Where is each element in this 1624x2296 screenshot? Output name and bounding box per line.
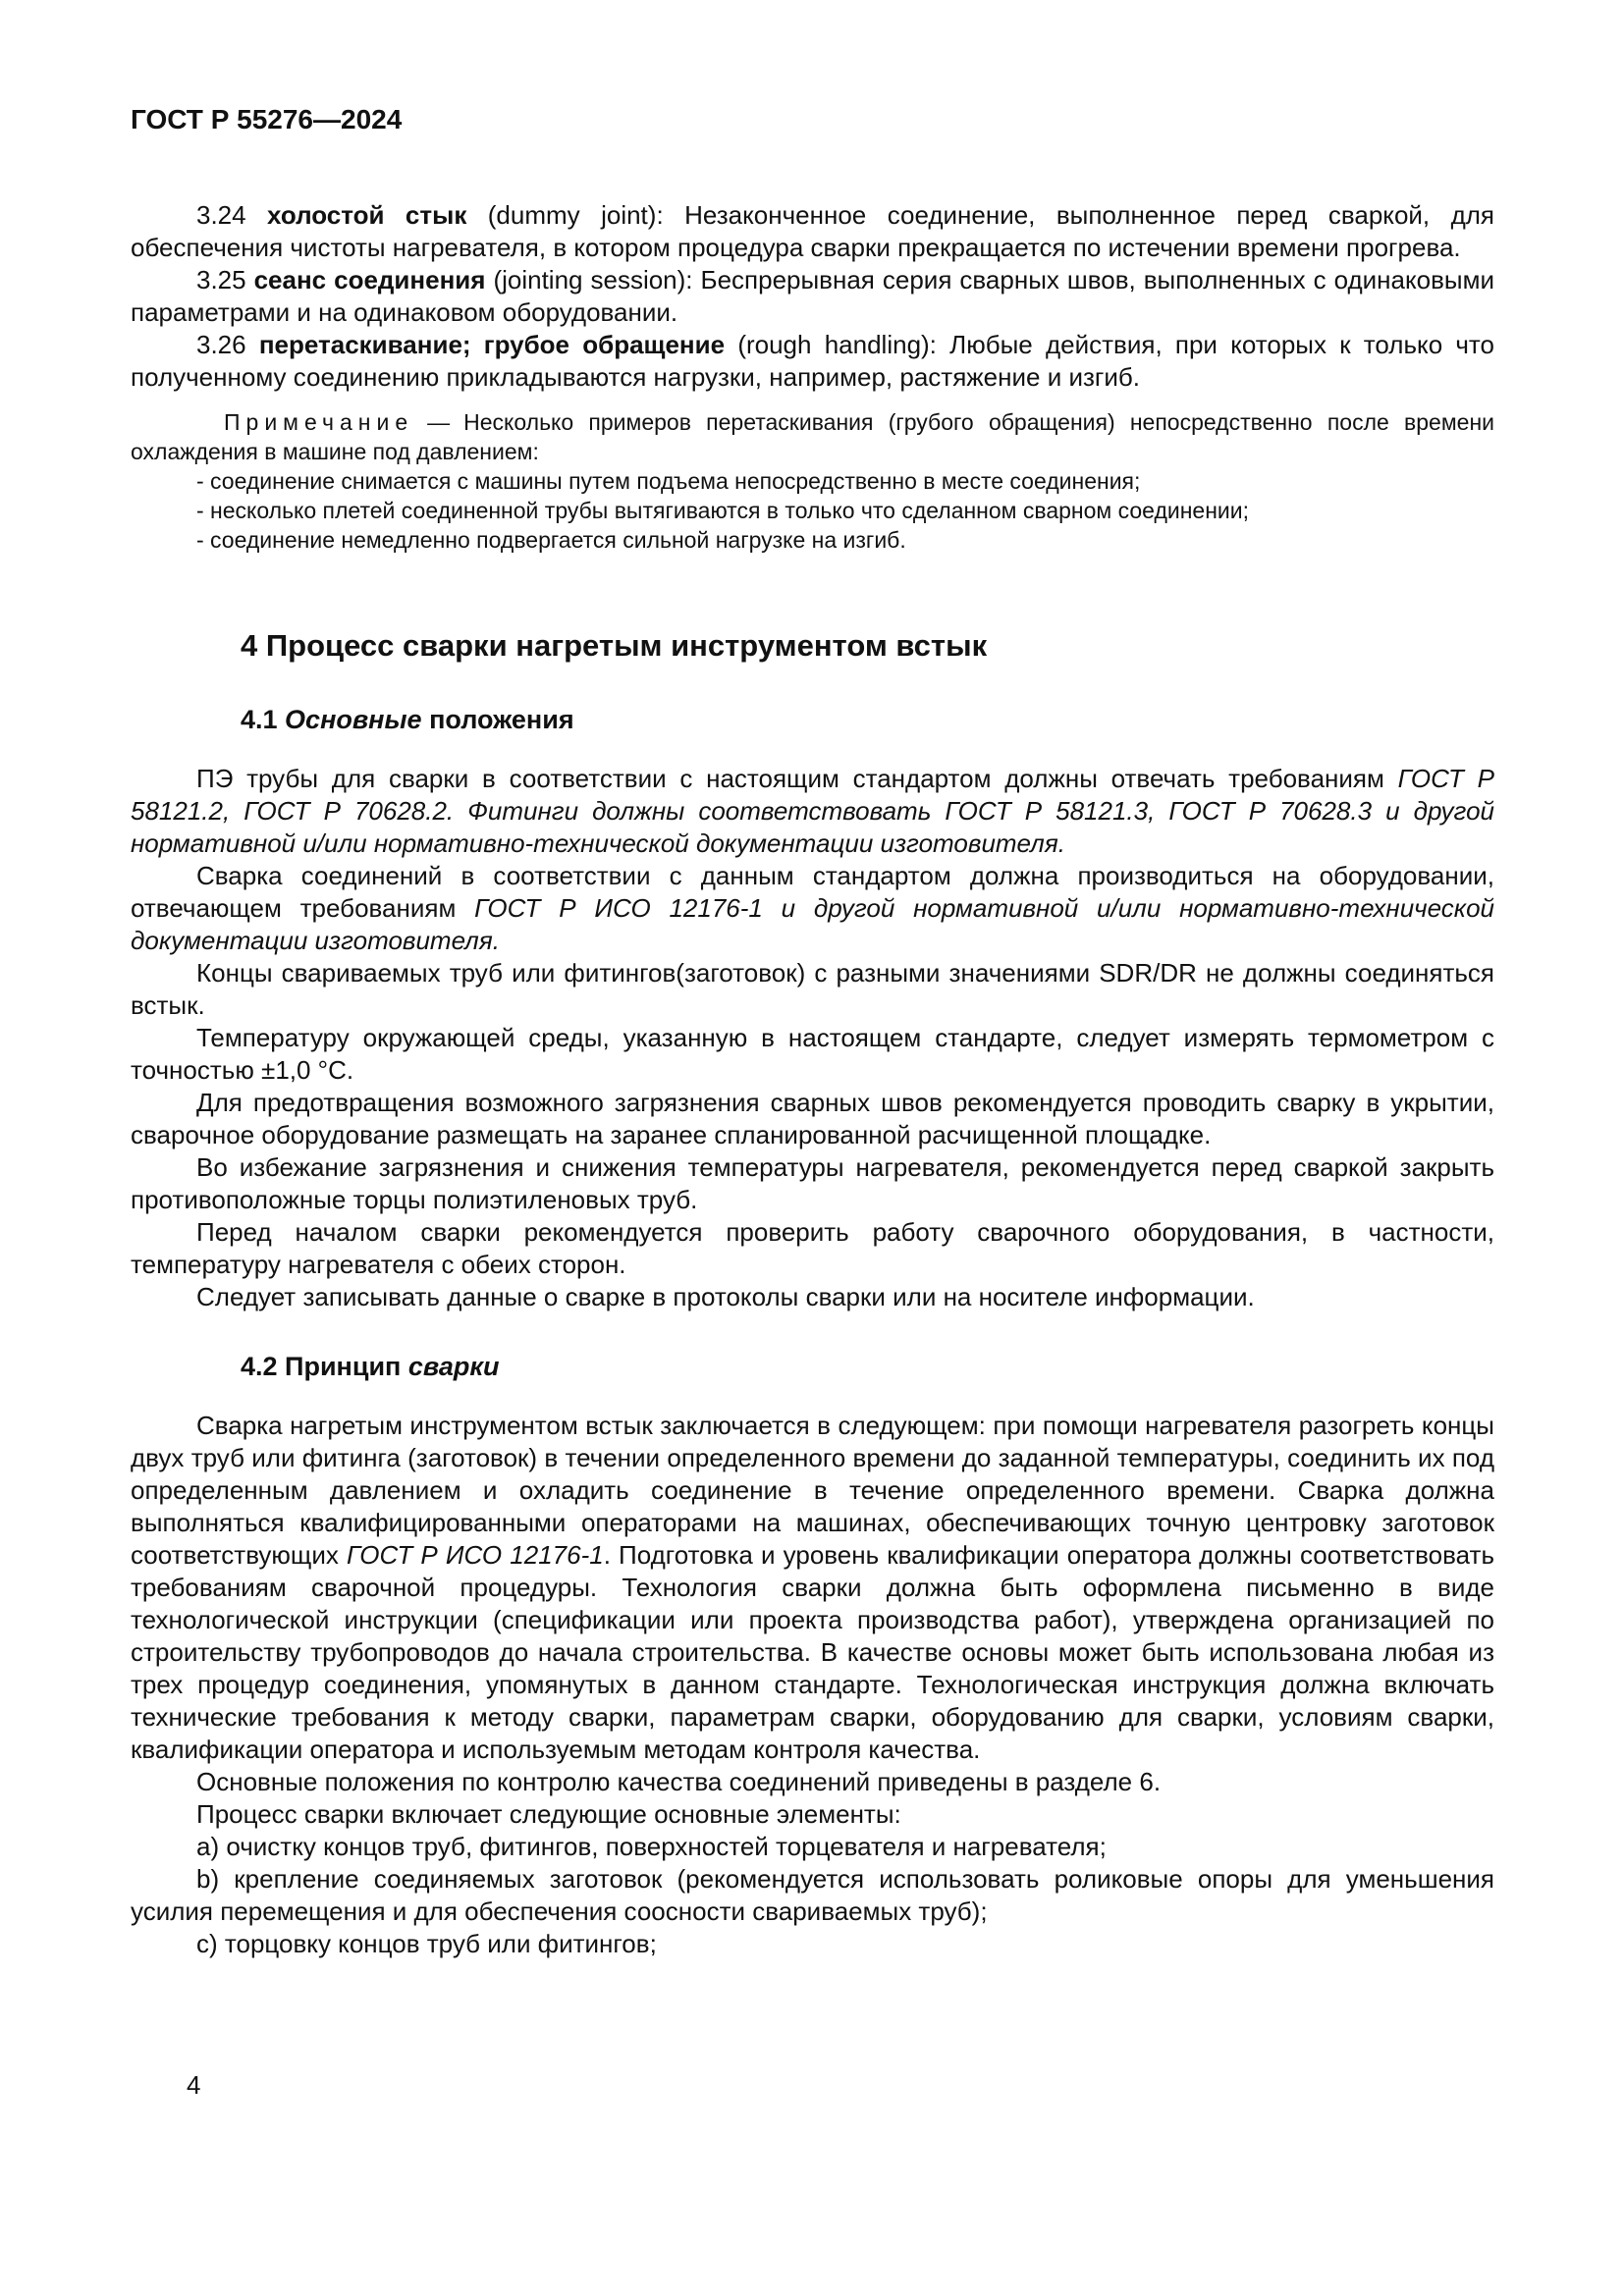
note-intro [131,407,1494,466]
subsection-number: 4.2 [241,1352,286,1381]
term-name: холостой стык [267,200,467,230]
paragraph-4-1-7: Перед началом сварки рекомендуется проверить работу сварочного оборудования, в частности, температуру нагревателя с обеих сторон. [131,1217,1494,1279]
paragraph-4-2-2: Основные положения по контролю качества соединений приведены в разделе 6. [196,1767,1162,1796]
subsection-4-2-heading [241,1349,1494,1384]
paragraph-4-2-3: Процесс сварки включает следующие основные элементы: [196,1799,901,1829]
term-name: сеанс соединения [253,265,486,294]
term-definition: (jointing session): Беспрерывная серия сварных швов, выполненных с одинаковыми параметрами и на одинаковом оборудовании. [131,265,1494,327]
term-name: перетаскивание; грубое обращение [258,330,726,359]
paragraph-text: Сварка нагретым инструментом встык заключается в следующем: при помощи нагревателя разогреть концы двух труб или фитинга (заготовок) в течении определенного времени до заданной температуры, соединить их под определенным давлением и охладить соединение в течение определенного времени. Сварка должна выполняться квалифицированными операторами на машинах, обеспечивающих точную центровку заготовок соответствующих [131,1411,1494,1570]
section-4-heading [241,625,1494,667]
paragraph-4-2-1 [131,1410,1494,1766]
subsection-number: 4.1 [241,705,286,734]
paragraph-4-1-2 [131,860,1494,957]
note-item: - соединение снимается с машины путем подъема непосредственно в месте соединения; [196,468,1141,494]
paragraph-text-italic: ГОСТ Р 58121.2, ГОСТ Р 70628.2. Фитинги должны соответствовать ГОСТ Р 58121.3, ГОСТ Р 70628.3 и другой нормативной и/или нормативно-технической документации изготовителя. [131,764,1494,858]
list-item-a: a) очистку концов труб, фитингов, поверхностей торцевателя и нагревателя; [196,1832,1107,1861]
paragraph-4-1-8: Следует записывать данные о сварке в протоколы сварки или на носителе информации. [196,1282,1255,1311]
paragraph-text: ПЭ трубы для сварки в соответствии с настоящим стандартом должны отвечать требованиям [196,764,1398,793]
subsection-title-italic: сварки [407,1352,500,1381]
paragraph-4-1-4: Температуру окружающей среды, указанную в настоящем стандарте, следует измерять термометром с точностью ±1,0 °С. [131,1023,1494,1085]
page-number: 4 [187,2070,201,2100]
subsection-title-rest: положения [421,705,574,734]
standard-designation: ГОСТ Р 55276—2024 [131,104,403,134]
term-3-25 [131,264,1494,329]
term-3-24 [131,199,1494,264]
subsection-4-1-heading [241,702,1494,737]
document-content [131,103,1494,1960]
paragraph-4-1-3: Концы свариваемых труб или фитингов(заготовок) с разными значениями SDR/DR не должны соединяться встык. [131,958,1494,1020]
note-dash: — [427,409,451,435]
paragraph-text-italic: ГОСТ Р ИСО 12176-1 [346,1540,604,1570]
term-3-26 [131,329,1494,394]
section-4-heading-text: 4 Процесс сварки нагретым инструментом встык [241,628,988,663]
subsection-title-normal: Принцип [285,1352,408,1381]
paragraph-text: Сварка соединений в соответствии с данным стандартом должна производиться на оборудовании, отвечающем требованиям [131,861,1494,923]
list-item-c: c) торцовку концов труб или фитингов; [196,1929,657,1958]
paragraph-text: . Подготовка и уровень квалификации оператора должны соответствовать требованиям сварочной процедуры. Технология сварки должна быть оформлена письменно в виде технологической инструкции (спецификации или проекта производства работ), утверждена организацией по строительству трубопроводов до начала строительства. В качестве основы может быть использована любая из трех процедур соединения, упомянутых в данном стандарте. Технологическая инструкция должна включать технические требования к методу сварки, параметрам сварки, оборудованию для сварки, условиям сварки, квалификации оператора и используемым методам контроля качества. [131,1540,1494,1764]
page-header [131,103,1494,136]
note-item: - соединение немедленно подвергается сильной нагрузке на изгиб. [196,527,906,553]
term-definition: (dummy joint): Незаконченное соединение, выполненное перед сваркой, для обеспечения чистоты нагревателя, в котором процедура сварки прекращается по истечении времени прогрева. [131,200,1494,262]
paragraph-4-1-1 [131,763,1494,860]
term-number: 3.26 [196,330,259,359]
term-number: 3.25 [196,265,254,294]
note-text: Несколько примеров перетаскивания (грубого обращения) непосредственно после времени охлаждения в машине под давлением: [131,409,1494,464]
term-number: 3.24 [196,200,268,230]
list-item-b: b) крепление соединяемых заготовок (рекомендуется использовать роликовые опоры для уменьшения усилия перемещения и для обеспечения соосности свариваемых труб); [131,1864,1494,1926]
paragraph-text-italic: ГОСТ Р ИСО 12176-1 и другой нормативной и/или нормативно-технической документации изготовителя. [131,893,1494,955]
paragraph-4-1-5: Для предотвращения возможного загрязнения сварных швов рекомендуется проводить сварку в укрытии, сварочное оборудование размещать на заранее спланированной расчищенной площадке. [131,1088,1494,1149]
term-definition: (rough handling): Любые действия, при которых к только что полученному соединению прикладываются нагрузки, например, растяжение и изгиб. [131,330,1495,392]
paragraph-4-1-6: Во избежание загрязнения и снижения температуры нагревателя, рекомендуется перед сваркой закрыть противоположные торцы полиэтиленовых труб. [131,1152,1494,1214]
note-block [131,407,1494,555]
subsection-title-italic: Основные [285,705,422,734]
note-item: - несколько плетей соединенной трубы вытягиваются в только что сделанном сварном соединении; [196,498,1250,523]
note-label: Примечание [224,409,414,435]
